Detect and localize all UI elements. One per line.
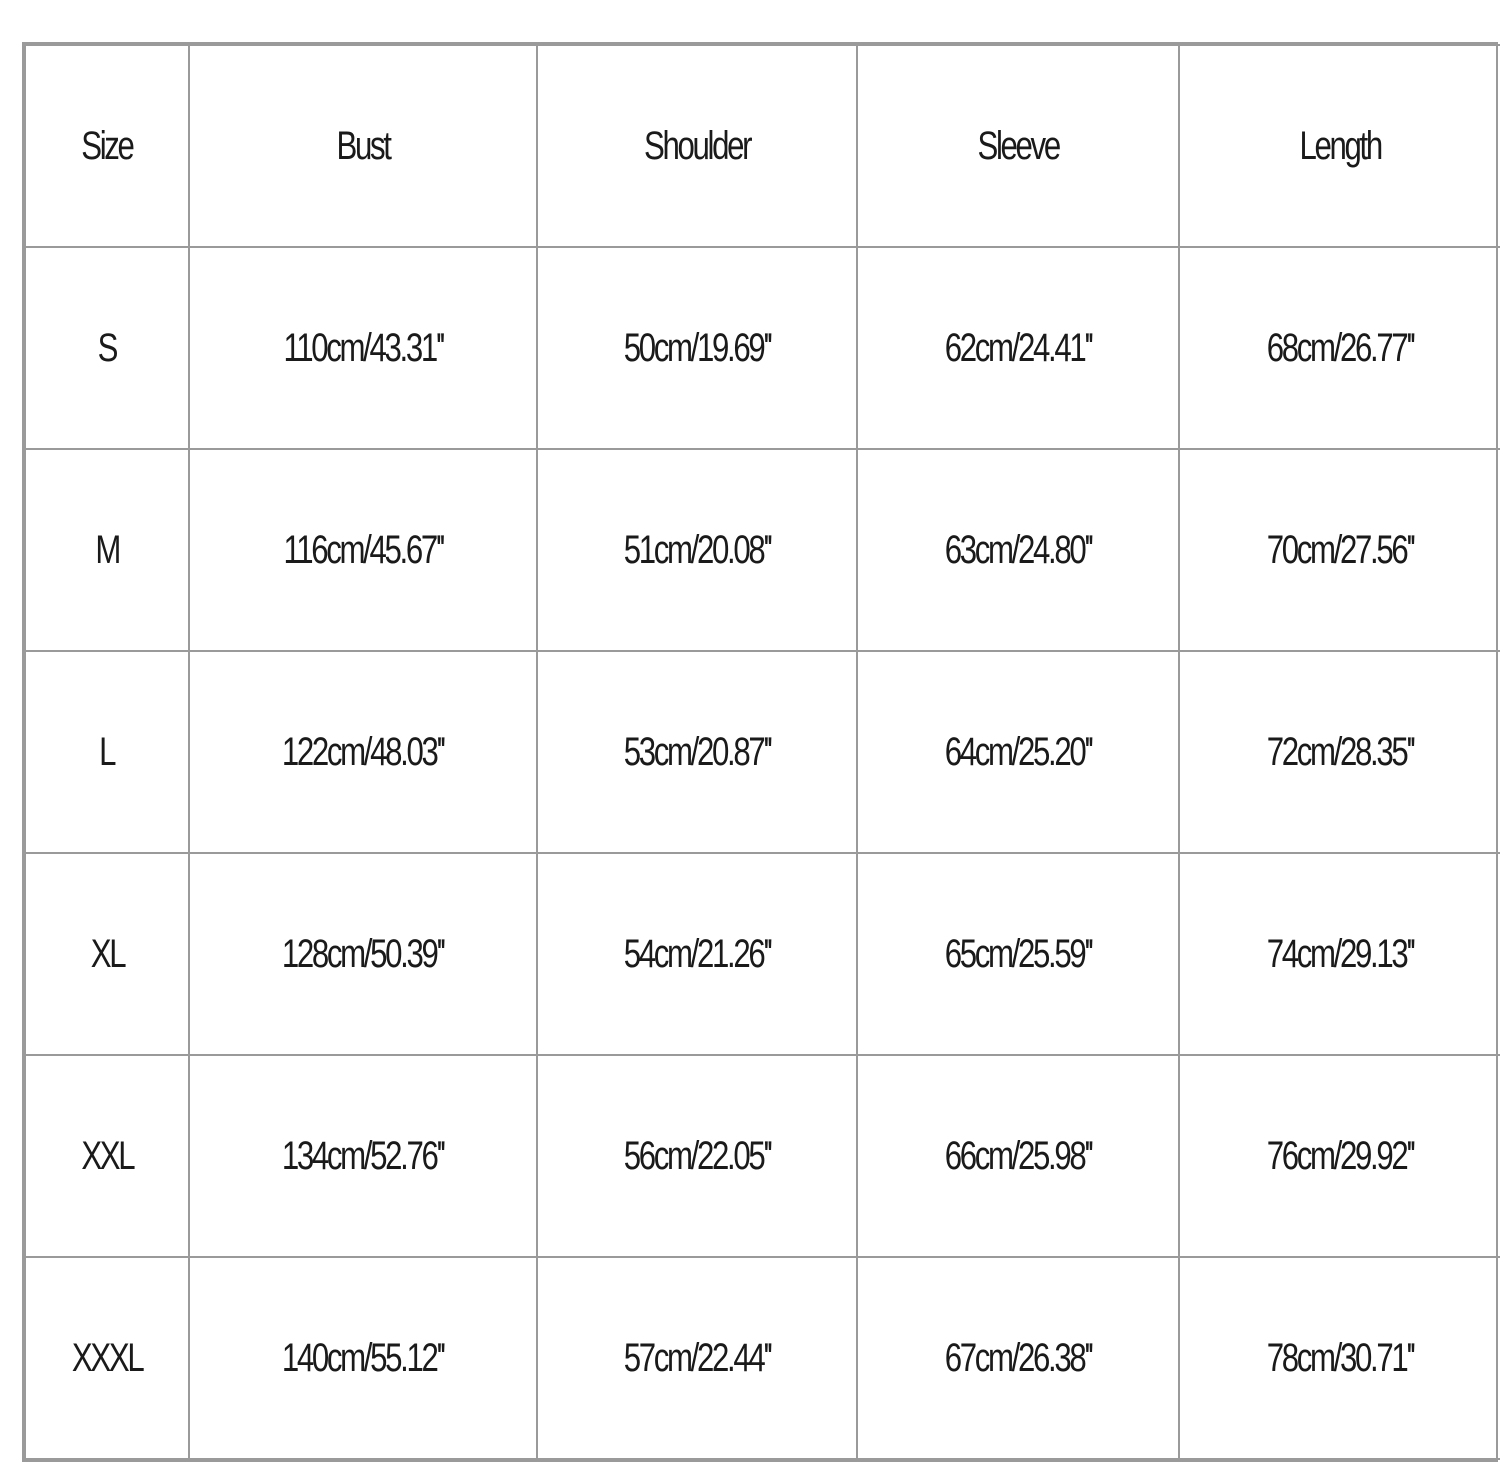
cell-size: S (25, 247, 189, 449)
header-length: Length (1179, 45, 1500, 247)
cell-bust: 128cm/50.39'' (189, 853, 537, 1055)
size-chart (22, 42, 1498, 1462)
header-shoulder: Shoulder (537, 45, 857, 247)
header-bust: Bust (189, 45, 537, 247)
header-sleeve: Sleeve (857, 45, 1179, 247)
cell-sleeve: 64cm/25.20'' (857, 651, 1179, 853)
cell-bust: 116cm/45.67'' (189, 449, 537, 651)
cell-shoulder: 56cm/22.05'' (537, 1055, 857, 1257)
cell-size: XL (25, 853, 189, 1055)
size-table (24, 44, 1500, 1460)
cell-length: 68cm/26.77'' (1179, 247, 1500, 449)
cell-shoulder: 54cm/21.26'' (537, 853, 857, 1055)
cell-sleeve: 62cm/24.41'' (857, 247, 1179, 449)
cell-size: M (25, 449, 189, 651)
cell-length: 76cm/29.92'' (1179, 1055, 1500, 1257)
cell-shoulder: 57cm/22.44'' (537, 1257, 857, 1459)
cell-sleeve: 63cm/24.80'' (857, 449, 1179, 651)
table-row (25, 247, 1500, 449)
cell-shoulder: 50cm/19.69'' (537, 247, 857, 449)
table-row (25, 1257, 1500, 1459)
cell-sleeve: 65cm/25.59'' (857, 853, 1179, 1055)
cell-size: XXL (25, 1055, 189, 1257)
cell-shoulder: 53cm/20.87'' (537, 651, 857, 853)
header-row (25, 45, 1500, 247)
table-row (25, 651, 1500, 853)
table-row (25, 1055, 1500, 1257)
cell-sleeve: 67cm/26.38'' (857, 1257, 1179, 1459)
table-row (25, 853, 1500, 1055)
cell-bust: 110cm/43.31'' (189, 247, 537, 449)
cell-length: 70cm/27.56'' (1179, 449, 1500, 651)
header-size: Size (25, 45, 189, 247)
cell-bust: 140cm/55.12'' (189, 1257, 537, 1459)
cell-length: 72cm/28.35'' (1179, 651, 1500, 853)
cell-bust: 134cm/52.76'' (189, 1055, 537, 1257)
cell-length: 74cm/29.13'' (1179, 853, 1500, 1055)
cell-size: XXXL (25, 1257, 189, 1459)
cell-size: L (25, 651, 189, 853)
cell-sleeve: 66cm/25.98'' (857, 1055, 1179, 1257)
table-row (25, 449, 1500, 651)
cell-shoulder: 51cm/20.08'' (537, 449, 857, 651)
cell-length: 78cm/30.71'' (1179, 1257, 1500, 1459)
cell-bust: 122cm/48.03'' (189, 651, 537, 853)
